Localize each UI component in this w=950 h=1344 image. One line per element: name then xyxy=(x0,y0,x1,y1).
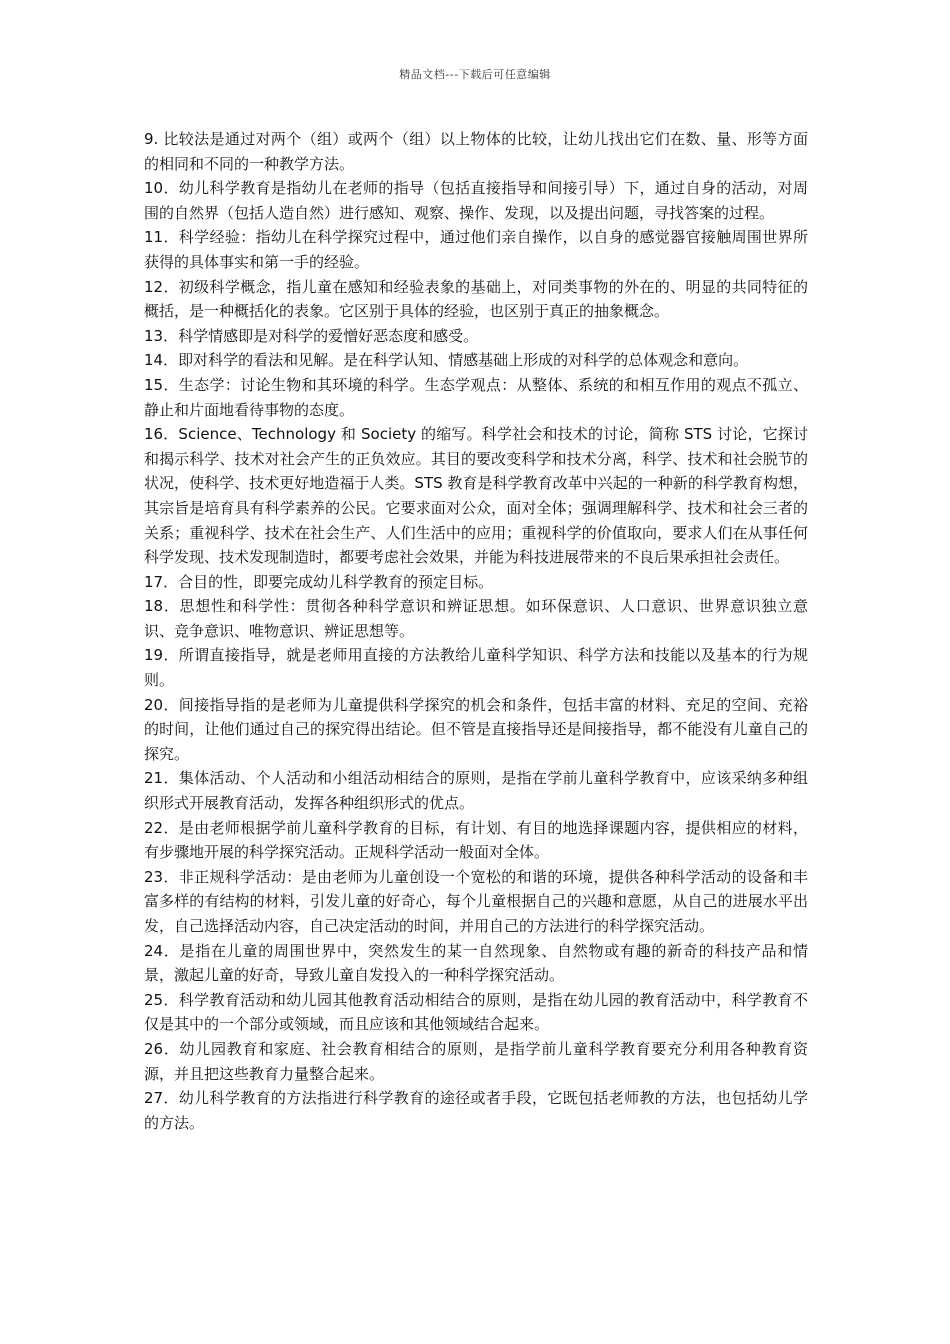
paragraph-23: 23．非正规科学活动：是由老师为儿童创设一个宽松的和谐的环境，提供各种科学活动的设备和丰富多样的有结构的材料，引发儿童的好奇心，每个儿童根据自己的兴趣和意愿，从自己的进展水平出发，自己选择活动内容，自己决定活动的时间，并用自己的方法进行的科学探究活动。 xyxy=(144,867,808,935)
page-header: 精品文档---下载后可任意编辑 xyxy=(399,68,551,81)
paragraph-14: 14．即对科学的看法和见解。是在科学认知、情感基础上形成的对科学的总体观念和意向。 xyxy=(144,351,749,370)
paragraph-27: 27．幼儿科学教育的方法指进行科学教育的途径或者手段，它既包括老师教的方法，也包括幼儿学的方法。 xyxy=(144,1089,808,1132)
paragraph-16: 16．Science、Technology 和 Society 的缩写。科学社会和技术的讨论，简称 STS 讨论，它探讨和揭示科学、技术对社会产生的正负效应。其目的要改变科学和技术分离，科学、技术和社会脱节的状况，使科学、技术更好地造福于人类。STS 教育是科学教育改革中兴起的一种新的科学教育构想，其宗旨是培育具有科学素养的公民。它要求面对公众，面对全体；强调理解科学、技术和社会三者的关系；重视科学、技术在社会生产、人们生活中的应用；重视科学的价值取向，要求人们在从事任何科学发现、技术发现制造时，都要考虑社会效果，并能为科技进展带来的不良后果承担社会责任。 xyxy=(144,425,808,567)
paragraph-13: 13．科学情感即是对科学的爱憎好恶态度和感受。 xyxy=(144,326,479,345)
paragraph-22: 22．是由老师根据学前儿童科学教育的目标，有计划、有目的地选择课题内容，提供相应的材料，有步骤地开展的科学探究活动。正规科学活动一般面对全体。 xyxy=(144,818,808,862)
document-body xyxy=(144,127,808,1135)
paragraph-11: 11．科学经验：指幼儿在科学探究过程中，通过他们亲自操作，以自身的感觉器官接触周围世界所获得的具体事实和第一手的经验。 xyxy=(144,228,808,271)
paragraph-26: 26．幼儿园教育和家庭、社会教育相结合的原则，是指学前儿童科学教育要充分利用各种教育资源，并且把这些教育力量整合起来。 xyxy=(144,1039,808,1083)
paragraph-12: 12．初级科学概念，指儿童在感知和经验表象的基础上，对同类事物的外在的、明显的共同特征的概括，是一种概括化的表象。它区别于具体的经验，也区别于真正的抽象概念。 xyxy=(144,277,808,321)
paragraph-25: 25．科学教育活动和幼儿园其他教育活动相结合的原则，是指在幼儿园的教育活动中，科学教育不仅是其中的一个部分或领域，而且应该和其他领域结合起来。 xyxy=(144,990,808,1034)
paragraph-9: 9. 比较法是通过对两个（组）或两个（组）以上物体的比较，让幼儿找出它们在数、量、形等方面的相同和不同的一种教学方法。 xyxy=(144,130,808,173)
paragraph-10: 10．幼儿科学教育是指幼儿在老师的指导（包括直接指导和间接引导）下，通过自身的活动，对周围的自然界（包括人造自然）进行感知、观察、操作、发现，以及提出问题，寻找答案的过程。 xyxy=(144,179,808,222)
paragraph-20: 20．间接指导指的是老师为儿童提供科学探究的机会和条件，包括丰富的材料、充足的空间、充裕的时间，让他们通过自己的探究得出结论。但不管是直接指导还是间接指导，都不能没有儿童自己的探究。 xyxy=(144,695,808,763)
paragraph-18: 18．思想性和科学性：贯彻各种科学意识和辨证思想。如环保意识、人口意识、世界意识独立意识、竞争意识、唯物意识、辨证思想等。 xyxy=(144,597,808,640)
paragraph-19: 19．所谓直接指导，就是老师用直接的方法教给儿童科学知识、科学方法和技能以及基本的行为规则。 xyxy=(144,646,808,690)
paragraph-15: 15．生态学：讨论生物和其环境的科学。生态学观点：从整体、系统的和相互作用的观点不孤立、静止和片面地看待事物的态度。 xyxy=(144,375,808,419)
paragraph-24: 24．是指在儿童的周围世界中，突然发生的某一自然现象、自然物或有趣的新奇的科技产品和情景，激起儿童的好奇，导致儿童自发投入的一种科学探究活动。 xyxy=(144,941,808,985)
paragraph-17: 17．合目的性，即要完成幼儿科学教育的预定目标。 xyxy=(144,572,494,591)
paragraph-21: 21．集体活动、个人活动和小组活动相结合的原则，是指在学前儿童科学教育中，应该采纳多种组织形式开展教育活动，发挥各种组织形式的优点。 xyxy=(144,769,808,813)
